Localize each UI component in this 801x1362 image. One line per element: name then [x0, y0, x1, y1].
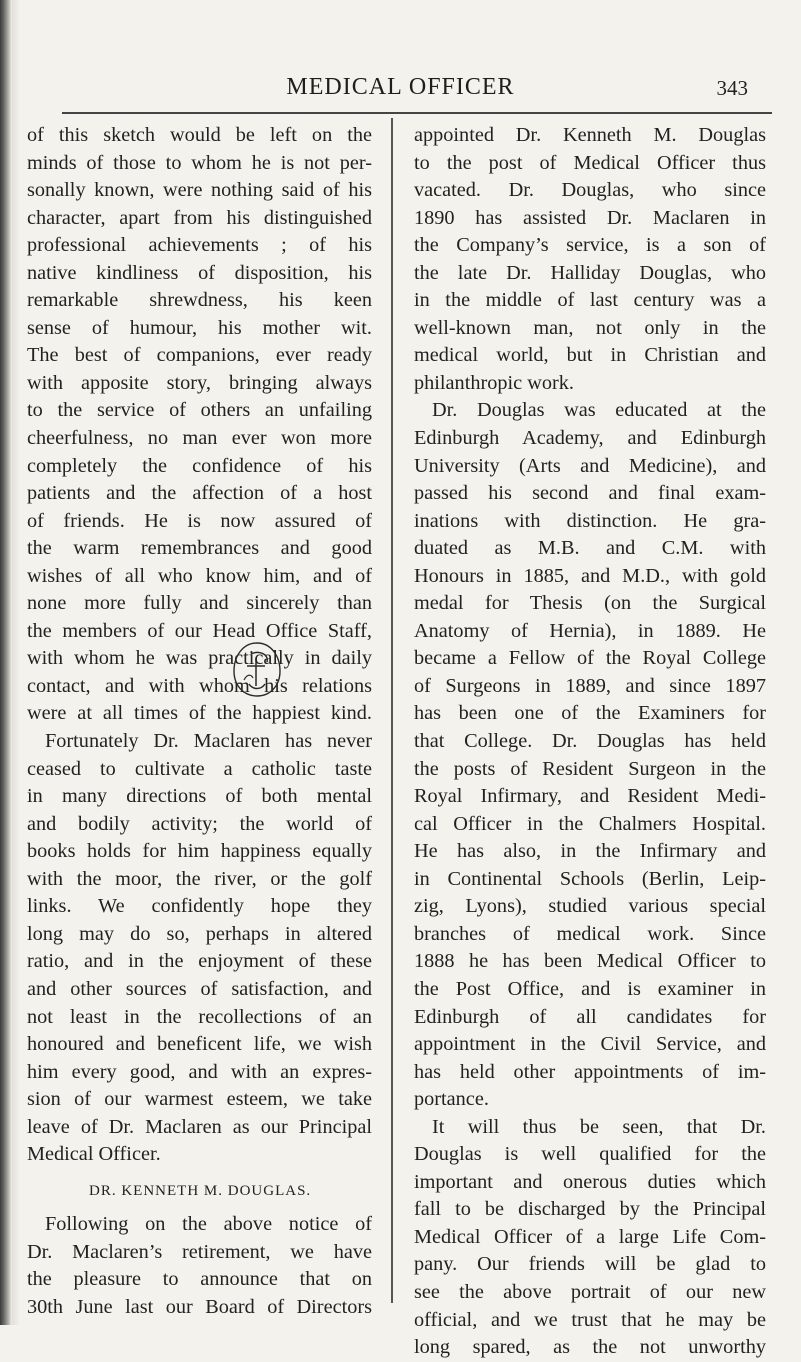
text-line: ratio, and in the enjoyment of these	[27, 950, 372, 973]
text-line: and other sources of satisfaction, and	[27, 977, 372, 1000]
text-line: University (Arts and Medicine), and	[414, 454, 766, 477]
text-line: philanthropic work.	[414, 371, 574, 394]
text-line: 1888 he has been Medical Officer to	[414, 950, 766, 973]
text-line: the warm remembrances and good	[27, 537, 372, 560]
page-number: 343	[716, 76, 748, 100]
text-line: The best of companions, ever ready	[27, 344, 372, 367]
text-line: to the post of Medical Officer thus	[414, 151, 766, 174]
text-line: has been one of the Examiners for	[414, 702, 766, 725]
text-line: with apposite story, bringing always	[27, 371, 372, 394]
text-line: important and onerous duties which	[414, 1170, 766, 1193]
text-line: medical world, but in Christian and	[414, 344, 766, 367]
text-line: professional achievements ; of his	[27, 234, 372, 257]
text-line: with whom he was practically in daily	[27, 647, 372, 670]
text-line: Fortunately Dr. Maclaren has never	[45, 730, 372, 753]
text-line: Royal Infirmary, and Resident Medi-	[414, 785, 766, 808]
text-line: in the middle of last century was a	[414, 289, 766, 312]
header-rule	[62, 112, 772, 114]
running-head: MEDICAL OFFICER	[286, 74, 515, 100]
text-line: honoured and beneficent life, we wish	[27, 1033, 372, 1056]
text-line: the pleasure to announce that on	[27, 1268, 372, 1291]
text-line: has held other appointments of im-	[414, 1060, 766, 1083]
text-line: fall to be discharged by the Principal	[414, 1198, 766, 1221]
text-line: Dr. Maclaren’s retirement, we have	[27, 1240, 372, 1263]
text-line: links. We confidently hope they	[27, 895, 372, 918]
text-line: of Surgeons in 1889, and since 1897	[414, 674, 766, 697]
text-line: the late Dr. Halliday Douglas, who	[414, 261, 766, 284]
text-line: inations with distinction. He gra-	[414, 509, 766, 532]
text-line: appointed Dr. Kenneth M. Douglas	[414, 124, 766, 146]
text-line: medal for Thesis (on the Surgical	[414, 592, 766, 615]
text-line: 1890 has assisted Dr. Maclaren in	[414, 206, 766, 229]
text-line: duated as M.B. and C.M. with	[414, 537, 766, 560]
text-line: completely the confidence of his	[27, 454, 372, 477]
text-line: books holds for him happiness equally	[27, 840, 372, 863]
text-line: Medical Officer.	[27, 1143, 161, 1166]
text-line: wishes of all who know him, and of	[27, 564, 372, 587]
text-line: long spared, as the not unworthy	[414, 1336, 766, 1359]
text-line: the Post Office, and is examiner in	[414, 977, 766, 1000]
text-line: leave of Dr. Maclaren as our Principal	[27, 1115, 372, 1138]
page-header	[0, 68, 801, 108]
text-line: were at all times of the happiest kind.	[27, 702, 372, 725]
text-line: He has also, in the Infirmary and	[414, 840, 766, 863]
text-line: with the moor, the river, or the golf	[27, 867, 372, 890]
text-line: Edinburgh Academy, and Edinburgh	[414, 427, 766, 450]
text-line: the members of our Head Office Staff,	[27, 619, 372, 642]
text-line: see the above portrait of our new	[414, 1280, 766, 1303]
text-line: sense of humour, his mother wit.	[27, 316, 372, 339]
portrait-caption: DR. KENNETH M. DOUGLAS.	[89, 1182, 312, 1199]
monogram-icon	[229, 640, 285, 700]
text-line: contact, and with whom his relations	[27, 674, 372, 697]
text-line: ceased to cultivate a catholic taste	[27, 757, 372, 780]
text-line: that College. Dr. Douglas has held	[414, 730, 766, 753]
text-line: remarkable shrewdness, his keen	[27, 289, 372, 312]
text-line: long may do so, perhaps in altered	[27, 922, 372, 945]
text-line: appointment in the Civil Service, and	[414, 1033, 766, 1056]
left-column	[27, 122, 372, 1322]
text-line: official, and we trust that he may be	[414, 1308, 766, 1331]
text-line: Dr. Douglas was educated at the	[432, 399, 766, 422]
text-line: Douglas is well qualified for the	[414, 1143, 766, 1166]
text-line: became a Fellow of the Royal College	[414, 647, 766, 670]
text-line: cheerfulness, no man ever won more	[27, 427, 372, 450]
right-column	[414, 122, 766, 1362]
text-line: to the service of others an unfailing	[27, 399, 372, 422]
text-line: and bodily activity; the world of	[27, 812, 372, 835]
text-line: Edinburgh of all candidates for	[414, 1005, 766, 1028]
text-line: minds of those to whom he is not per-	[27, 151, 372, 174]
text-line: well-known man, not only in the	[414, 316, 766, 339]
text-line: in Continental Schools (Berlin, Leip-	[414, 867, 766, 890]
text-line: portance.	[414, 1088, 489, 1111]
binding-shadow	[12, 0, 20, 1325]
text-line: him every good, and with an expres-	[27, 1060, 372, 1083]
text-line: the posts of Resident Surgeon in the	[414, 757, 766, 780]
text-line: Following on the above notice of	[45, 1213, 372, 1236]
text-line: sonally known, were nothing said of his	[27, 179, 372, 202]
text-line: patients and the affection of a host	[27, 482, 372, 505]
text-line: Anatomy of Hernia), in 1889. He	[414, 619, 766, 642]
text-line: native kindliness of disposition, his	[27, 261, 372, 284]
text-line: branches of medical work. Since	[414, 922, 766, 945]
text-line: in many directions of both mental	[27, 785, 372, 808]
text-line: It will thus be seen, that Dr.	[432, 1115, 766, 1138]
text-line: the Company’s service, is a son of	[414, 234, 766, 257]
page-binding-edge	[0, 0, 12, 1325]
text-line: not least in the recollections of an	[27, 1005, 372, 1028]
text-line: Medical Officer of a large Life Com-	[414, 1225, 766, 1248]
text-line: pany. Our friends will be glad to	[414, 1253, 766, 1276]
text-line: 30th June last our Board of Directors	[27, 1295, 372, 1318]
text-line: vacated. Dr. Douglas, who since	[414, 179, 766, 202]
text-line: Honours in 1885, and M.D., with gold	[414, 564, 766, 587]
text-line: cal Officer in the Chalmers Hospital.	[414, 812, 766, 835]
text-line: none more fully and sincerely than	[27, 592, 372, 615]
text-line: sion of our warmest esteem, we take	[27, 1088, 372, 1111]
column-divider	[391, 118, 393, 1303]
text-line: character, apart from his distinguished	[27, 206, 372, 229]
text-line: of friends. He is now assured of	[27, 509, 372, 532]
text-line: zig, Lyons), studied various special	[414, 895, 766, 918]
text-line: passed his second and final exam-	[414, 482, 766, 505]
text-line: of this sketch would be left on the	[27, 124, 372, 146]
